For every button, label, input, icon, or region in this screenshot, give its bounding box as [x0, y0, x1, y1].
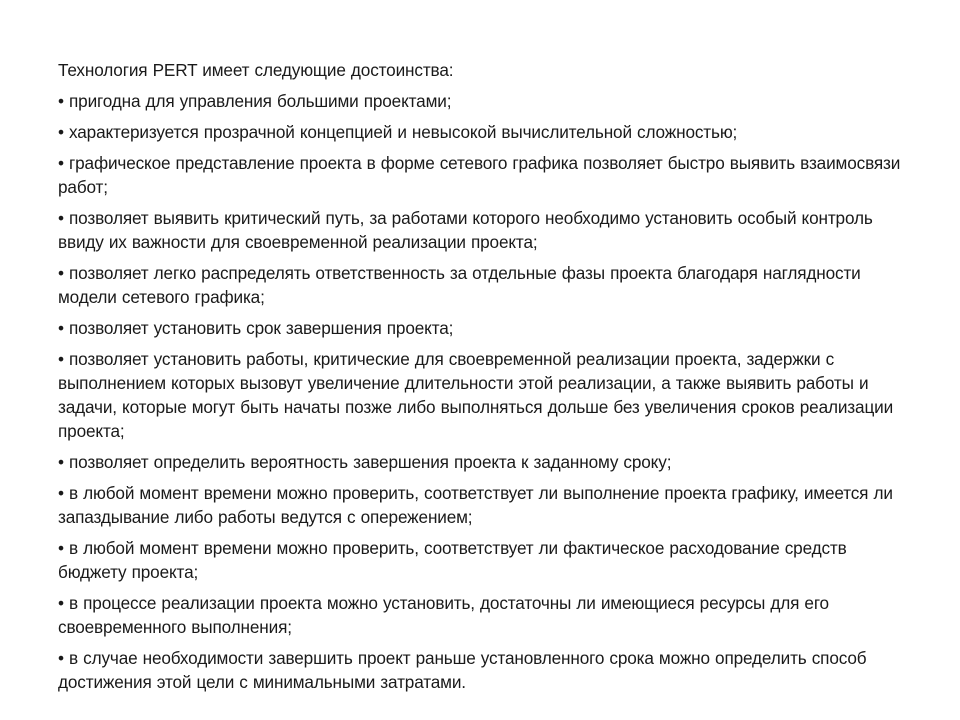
list-item-text: в процессе реализации проекта можно установить, достаточны ли имеющиеся ресурсы для его своевременного выполнения;	[58, 593, 829, 637]
list-item	[58, 261, 908, 309]
list-item	[58, 481, 908, 529]
bullet-icon: •	[58, 91, 64, 111]
bullet-icon: •	[58, 263, 64, 283]
list-item-text: пригодна для управления большими проектами;	[69, 91, 452, 111]
list-item	[58, 120, 908, 144]
list-item	[58, 591, 908, 639]
bullet-icon: •	[58, 318, 64, 338]
list-item-text: характеризуется прозрачной концепцией и невысокой вычислительной сложностью;	[69, 122, 738, 142]
list-item-text: позволяет установить работы, критические для своевременной реализации проекта, задержки с выполнением которых вызовут увеличение длительности этой реализации, а также выявить работы и задачи, которые могут быть начаты позже либо выполняться дольше без увеличения сроков реализации проекта;	[58, 349, 894, 441]
bullet-icon: •	[58, 208, 64, 228]
bullet-icon: •	[58, 349, 64, 369]
bullet-icon: •	[58, 122, 64, 142]
bullet-icon: •	[58, 153, 64, 173]
bullet-icon: •	[58, 648, 64, 668]
list-item	[58, 316, 908, 340]
bullet-icon: •	[58, 483, 64, 503]
list-item-text: в любой момент времени можно проверить, соответствует ли выполнение проекта графику, имеется ли запаздывание либо работы ведутся с опережением;	[58, 483, 893, 527]
list-item-text: графическое представление проекта в форме сетевого графика позволяет быстро выявить взаимосвязи работ;	[58, 153, 901, 197]
list-item	[58, 536, 908, 584]
list-item-text: позволяет определить вероятность завершения проекта к заданному сроку;	[69, 452, 672, 472]
list-item-text: позволяет выявить критический путь, за работами которого необходимо установить особый контроль ввиду их важности для своевременной реализации проекта;	[58, 208, 873, 252]
intro-text: Технология PERT имеет следующие достоинства:	[58, 60, 454, 80]
bullet-icon: •	[58, 452, 64, 472]
bullet-icon: •	[58, 538, 64, 558]
slide-body	[58, 58, 908, 701]
list-item-text: позволяет легко распределять ответственность за отдельные фазы проекта благодаря наглядности модели сетевого графика;	[58, 263, 861, 307]
list-item	[58, 206, 908, 254]
list-item-text: в случае необходимости завершить проект раньше установленного срока можно определить способ достижения этой цели с минимальными затратами.	[58, 648, 867, 692]
list-item	[58, 646, 908, 694]
list-item-text: в любой момент времени можно проверить, соответствует ли фактическое расходование средств бюджету проекта;	[58, 538, 847, 582]
list-item	[58, 347, 908, 443]
list-item-text: позволяет установить срок завершения проекта;	[69, 318, 454, 338]
bullet-icon: •	[58, 593, 64, 613]
list-item	[58, 89, 908, 113]
list-item	[58, 450, 908, 474]
list-item	[58, 151, 908, 199]
